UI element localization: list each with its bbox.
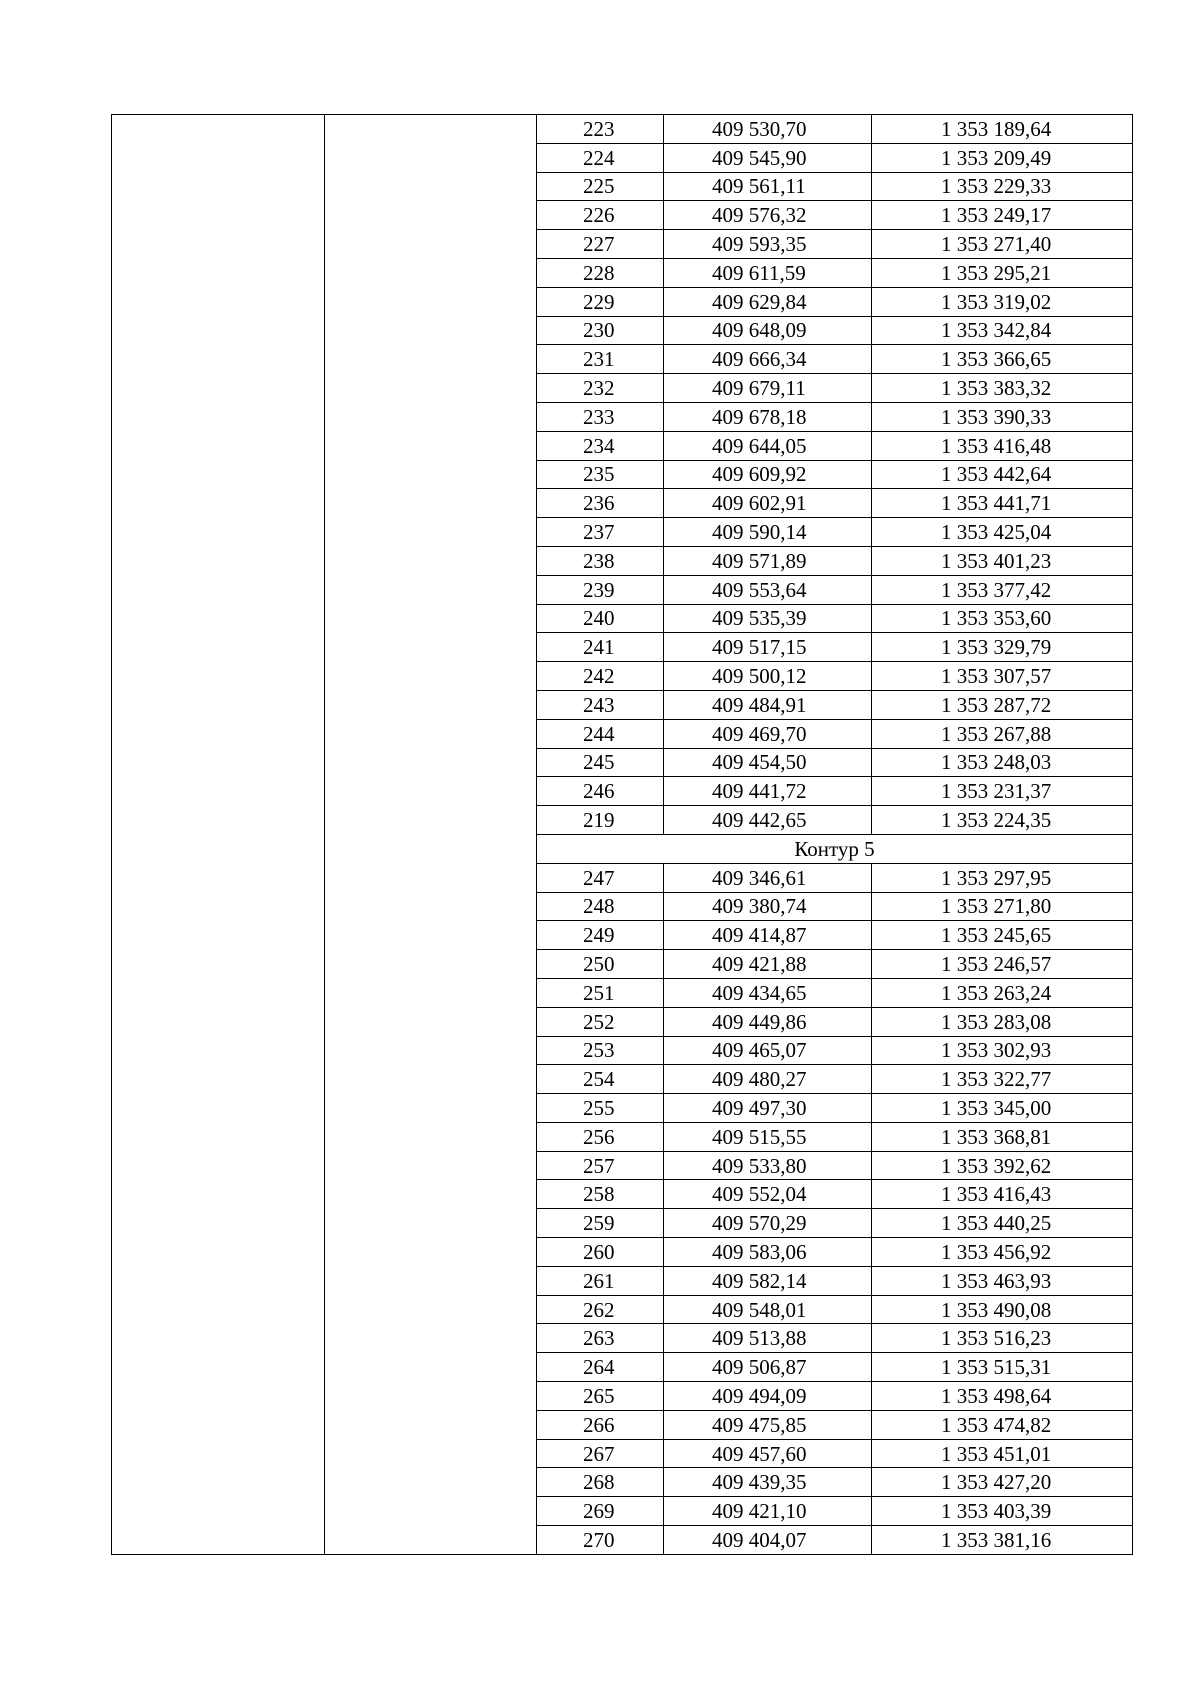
y-coordinate-cell: 1 353 319,02: [872, 287, 1133, 316]
y-coordinate-cell: 1 353 474,82: [872, 1410, 1133, 1439]
point-number-cell: 225: [537, 172, 664, 201]
x-coordinate-cell: 409 414,87: [664, 921, 872, 950]
y-coordinate-cell: 1 353 440,25: [872, 1209, 1133, 1238]
point-number-cell: 231: [537, 345, 664, 374]
x-coordinate-cell: 409 421,10: [664, 1497, 872, 1526]
point-number-cell: 236: [537, 489, 664, 518]
x-coordinate-cell: 409 629,84: [664, 287, 872, 316]
x-coordinate-cell: 409 561,11: [664, 172, 872, 201]
x-coordinate-cell: 409 570,29: [664, 1209, 872, 1238]
x-coordinate-cell: 409 611,59: [664, 258, 872, 287]
x-coordinate-cell: 409 535,39: [664, 604, 872, 633]
point-number-cell: 252: [537, 1007, 664, 1036]
point-number-cell: 248: [537, 892, 664, 921]
section-title: Контур 5: [537, 834, 1133, 863]
x-coordinate-cell: 409 346,61: [664, 863, 872, 892]
y-coordinate-cell: 1 353 425,04: [872, 518, 1133, 547]
x-coordinate-cell: 409 480,27: [664, 1065, 872, 1094]
x-coordinate-cell: 409 517,15: [664, 633, 872, 662]
x-coordinate-cell: 409 548,01: [664, 1295, 872, 1324]
y-coordinate-cell: 1 353 516,23: [872, 1324, 1133, 1353]
point-number-cell: 229: [537, 287, 664, 316]
point-number-cell: 263: [537, 1324, 664, 1353]
point-number-cell: 247: [537, 863, 664, 892]
point-number-cell: 245: [537, 748, 664, 777]
point-number-cell: 268: [537, 1468, 664, 1497]
point-number-cell: 228: [537, 258, 664, 287]
y-coordinate-cell: 1 353 271,80: [872, 892, 1133, 921]
point-number-cell: 226: [537, 201, 664, 230]
point-number-cell: 253: [537, 1036, 664, 1065]
y-coordinate-cell: 1 353 302,93: [872, 1036, 1133, 1065]
x-coordinate-cell: 409 465,07: [664, 1036, 872, 1065]
y-coordinate-cell: 1 353 322,77: [872, 1065, 1133, 1094]
y-coordinate-cell: 1 353 283,08: [872, 1007, 1133, 1036]
blank-cell-left: [112, 115, 325, 1555]
point-number-cell: 219: [537, 806, 664, 835]
y-coordinate-cell: 1 353 463,93: [872, 1266, 1133, 1295]
point-number-cell: 269: [537, 1497, 664, 1526]
point-number-cell: 249: [537, 921, 664, 950]
y-coordinate-cell: 1 353 248,03: [872, 748, 1133, 777]
y-coordinate-cell: 1 353 392,62: [872, 1151, 1133, 1180]
y-coordinate-cell: 1 353 224,35: [872, 806, 1133, 835]
x-coordinate-cell: 409 515,55: [664, 1122, 872, 1151]
point-number-cell: 243: [537, 690, 664, 719]
point-number-cell: 241: [537, 633, 664, 662]
x-coordinate-cell: 409 553,64: [664, 575, 872, 604]
point-number-cell: 234: [537, 431, 664, 460]
y-coordinate-cell: 1 353 401,23: [872, 546, 1133, 575]
x-coordinate-cell: 409 648,09: [664, 316, 872, 345]
y-coordinate-cell: 1 353 245,65: [872, 921, 1133, 950]
y-coordinate-cell: 1 353 442,64: [872, 460, 1133, 489]
y-coordinate-cell: 1 353 295,21: [872, 258, 1133, 287]
y-coordinate-cell: 1 353 390,33: [872, 402, 1133, 431]
x-coordinate-cell: 409 469,70: [664, 719, 872, 748]
y-coordinate-cell: 1 353 381,16: [872, 1526, 1133, 1555]
point-number-cell: 254: [537, 1065, 664, 1094]
y-coordinate-cell: 1 353 366,65: [872, 345, 1133, 374]
point-number-cell: 242: [537, 662, 664, 691]
x-coordinate-cell: 409 545,90: [664, 143, 872, 172]
y-coordinate-cell: 1 353 377,42: [872, 575, 1133, 604]
y-coordinate-cell: 1 353 456,92: [872, 1238, 1133, 1267]
point-number-cell: 257: [537, 1151, 664, 1180]
y-coordinate-cell: 1 353 229,33: [872, 172, 1133, 201]
y-coordinate-cell: 1 353 451,01: [872, 1439, 1133, 1468]
point-number-cell: 260: [537, 1238, 664, 1267]
y-coordinate-cell: 1 353 307,57: [872, 662, 1133, 691]
x-coordinate-cell: 409 475,85: [664, 1410, 872, 1439]
y-coordinate-cell: 1 353 416,48: [872, 431, 1133, 460]
y-coordinate-cell: 1 353 403,39: [872, 1497, 1133, 1526]
point-number-cell: 265: [537, 1382, 664, 1411]
point-number-cell: 261: [537, 1266, 664, 1295]
y-coordinate-cell: 1 353 287,72: [872, 690, 1133, 719]
x-coordinate-cell: 409 602,91: [664, 489, 872, 518]
x-coordinate-cell: 409 571,89: [664, 546, 872, 575]
y-coordinate-cell: 1 353 416,43: [872, 1180, 1133, 1209]
y-coordinate-cell: 1 353 383,32: [872, 374, 1133, 403]
point-number-cell: 233: [537, 402, 664, 431]
x-coordinate-cell: 409 644,05: [664, 431, 872, 460]
y-coordinate-cell: 1 353 231,37: [872, 777, 1133, 806]
x-coordinate-cell: 409 609,92: [664, 460, 872, 489]
point-number-cell: 227: [537, 230, 664, 259]
point-number-cell: 258: [537, 1180, 664, 1209]
point-number-cell: 270: [537, 1526, 664, 1555]
x-coordinate-cell: 409 583,06: [664, 1238, 872, 1267]
point-number-cell: 259: [537, 1209, 664, 1238]
x-coordinate-cell: 409 497,30: [664, 1094, 872, 1123]
x-coordinate-cell: 409 404,07: [664, 1526, 872, 1555]
point-number-cell: 240: [537, 604, 664, 633]
point-number-cell: 264: [537, 1353, 664, 1382]
y-coordinate-cell: 1 353 246,57: [872, 950, 1133, 979]
point-number-cell: 224: [537, 143, 664, 172]
y-coordinate-cell: 1 353 441,71: [872, 489, 1133, 518]
y-coordinate-cell: 1 353 345,00: [872, 1094, 1133, 1123]
point-number-cell: 250: [537, 950, 664, 979]
x-coordinate-cell: 409 380,74: [664, 892, 872, 921]
coordinates-table-body: [112, 115, 1133, 1555]
x-coordinate-cell: 409 533,80: [664, 1151, 872, 1180]
y-coordinate-cell: 1 353 263,24: [872, 978, 1133, 1007]
y-coordinate-cell: 1 353 209,49: [872, 143, 1133, 172]
x-coordinate-cell: 409 576,32: [664, 201, 872, 230]
point-number-cell: 256: [537, 1122, 664, 1151]
y-coordinate-cell: 1 353 342,84: [872, 316, 1133, 345]
y-coordinate-cell: 1 353 267,88: [872, 719, 1133, 748]
x-coordinate-cell: 409 434,65: [664, 978, 872, 1007]
y-coordinate-cell: 1 353 353,60: [872, 604, 1133, 633]
x-coordinate-cell: 409 513,88: [664, 1324, 872, 1353]
point-number-cell: 238: [537, 546, 664, 575]
x-coordinate-cell: 409 582,14: [664, 1266, 872, 1295]
x-coordinate-cell: 409 506,87: [664, 1353, 872, 1382]
x-coordinate-cell: 409 666,34: [664, 345, 872, 374]
y-coordinate-cell: 1 353 515,31: [872, 1353, 1133, 1382]
point-number-cell: 244: [537, 719, 664, 748]
point-number-cell: 230: [537, 316, 664, 345]
y-coordinate-cell: 1 353 329,79: [872, 633, 1133, 662]
x-coordinate-cell: 409 439,35: [664, 1468, 872, 1497]
x-coordinate-cell: 409 441,72: [664, 777, 872, 806]
x-coordinate-cell: 409 552,04: [664, 1180, 872, 1209]
point-number-cell: 255: [537, 1094, 664, 1123]
x-coordinate-cell: 409 494,09: [664, 1382, 872, 1411]
point-number-cell: 235: [537, 460, 664, 489]
y-coordinate-cell: 1 353 271,40: [872, 230, 1133, 259]
point-number-cell: 246: [537, 777, 664, 806]
point-number-cell: 239: [537, 575, 664, 604]
x-coordinate-cell: 409 679,11: [664, 374, 872, 403]
coordinates-table: [111, 114, 1133, 1555]
blank-cell-middle: [325, 115, 537, 1555]
x-coordinate-cell: 409 454,50: [664, 748, 872, 777]
x-coordinate-cell: 409 590,14: [664, 518, 872, 547]
x-coordinate-cell: 409 449,86: [664, 1007, 872, 1036]
y-coordinate-cell: 1 353 490,08: [872, 1295, 1133, 1324]
point-number-cell: 266: [537, 1410, 664, 1439]
x-coordinate-cell: 409 500,12: [664, 662, 872, 691]
point-number-cell: 232: [537, 374, 664, 403]
x-coordinate-cell: 409 678,18: [664, 402, 872, 431]
y-coordinate-cell: 1 353 249,17: [872, 201, 1133, 230]
y-coordinate-cell: 1 353 427,20: [872, 1468, 1133, 1497]
x-coordinate-cell: 409 593,35: [664, 230, 872, 259]
point-number-cell: 251: [537, 978, 664, 1007]
x-coordinate-cell: 409 421,88: [664, 950, 872, 979]
x-coordinate-cell: 409 442,65: [664, 806, 872, 835]
point-number-cell: 223: [537, 115, 664, 144]
x-coordinate-cell: 409 457,60: [664, 1439, 872, 1468]
x-coordinate-cell: 409 530,70: [664, 115, 872, 144]
y-coordinate-cell: 1 353 189,64: [872, 115, 1133, 144]
x-coordinate-cell: 409 484,91: [664, 690, 872, 719]
y-coordinate-cell: 1 353 498,64: [872, 1382, 1133, 1411]
point-number-cell: 267: [537, 1439, 664, 1468]
point-number-cell: 237: [537, 518, 664, 547]
point-number-cell: 262: [537, 1295, 664, 1324]
y-coordinate-cell: 1 353 368,81: [872, 1122, 1133, 1151]
table-row: [112, 115, 1133, 144]
y-coordinate-cell: 1 353 297,95: [872, 863, 1133, 892]
